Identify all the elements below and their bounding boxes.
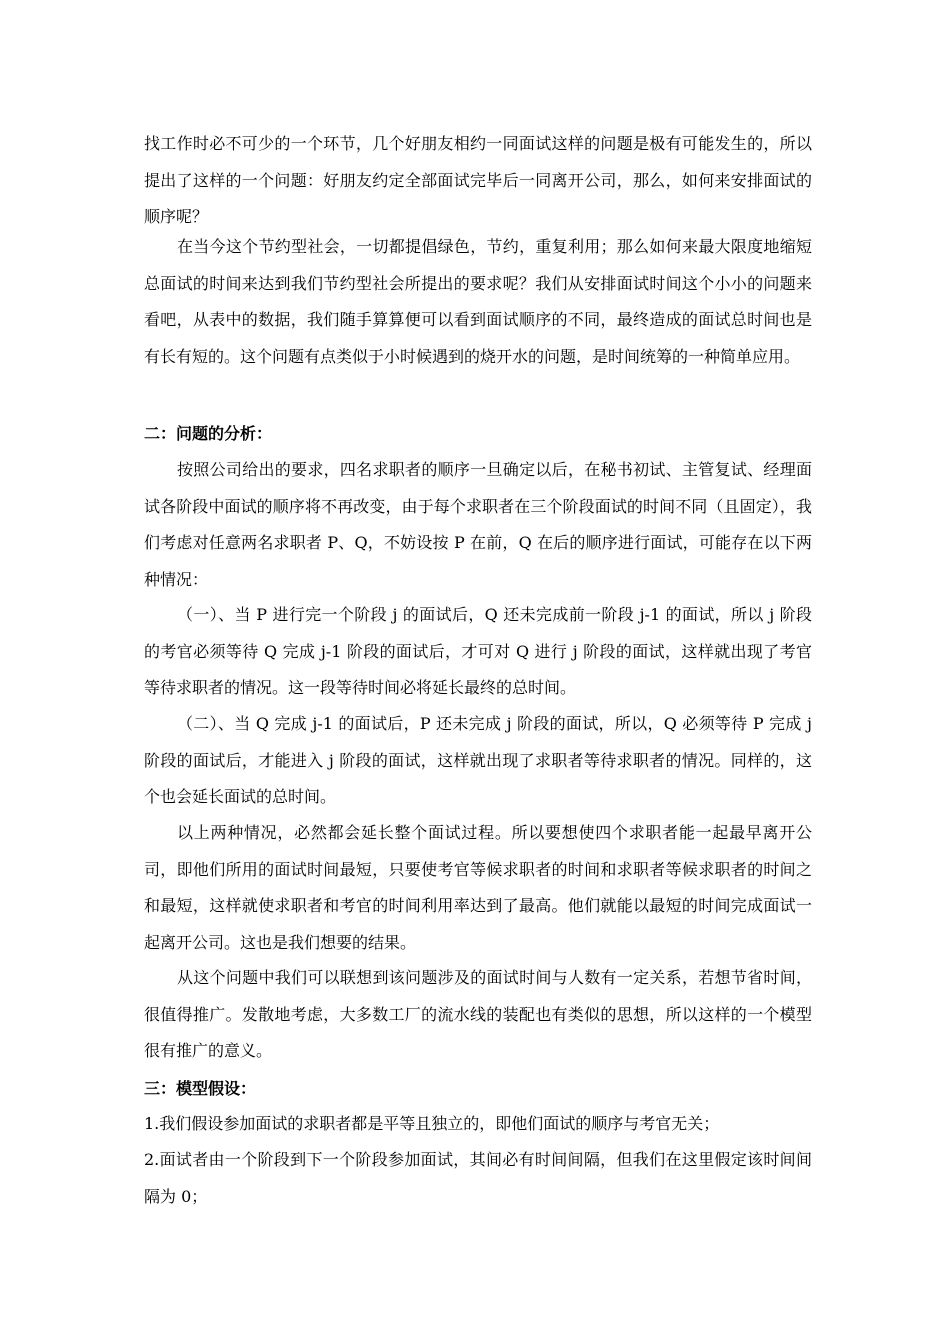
paragraph-intro-continued: 找工作时必不可少的一个环节，几个好朋友相约一同面试这样的问题是极有可能发生的，所以提出了这样的一个问题：好朋友约定全部面试完毕后一同离开公司，那么，如何来安排面试的顺序呢？ — [144, 134, 812, 226]
paragraph-background: 在当今这个节约型社会，一切都提倡绿色，节约，重复利用；那么如何来最大限度地缩短总面试的时间来达到我们节约型社会所提出的要求呢？我们从安排面试时间这个小小的问题来看吧，从表中的数据，我们随手算算便可以看到面试顺序的不同，最终造成的面试总时间也是有长有短的。这个问题有点类似于小时候遇到的烧开水的问题，是时间统筹的一种简单应用。 — [144, 237, 812, 366]
section-heading-assumptions: 三：模型假设： — [144, 1079, 257, 1098]
paragraph-case-two: （二）、当 Q 完成 j-1 的面试后，P 还未完成 j 阶段的面试，所以，Q 必须等待 P 完成 j 阶段的面试后，才能进入 j 阶段的面试，这样就出现了求职者等待求职者的情况。同样的，这个也会延长面试的总时间。 — [144, 714, 812, 806]
paragraph-conclusion: 以上两种情况，必然都会延长整个面试过程。所以要想使四个求职者能一起最早离开公司，即他们所用的面试时间最短，只要使考官等候求职者的时间和求职者等候求职者的时间之和最短，这样就使求职者和考官的时间利用率达到了最高。他们就能以最短的时间完成面试一起离开公司。这也是我们想要的结果。 — [144, 823, 812, 952]
paragraph-case-one: （一）、当 P 进行完一个阶段 j 的面试后，Q 还未完成前一阶段 j-1 的面试，所以 j 阶段的考官必须等待 Q 完成 j-1 阶段的面试后，才可对 Q 进行 j 阶段的面试，这样就出现了考官等待求职者的情况。这一段等待时间必将延长最终的总时间。 — [144, 605, 812, 697]
paragraph-extension: 从这个问题中我们可以联想到该问题涉及的面试时间与人数有一定关系，若想节省时间，很值得推广。发散地考虑，大多数工厂的流水线的装配也有类似的思想，所以这样的一个模型很有推广的意义。 — [144, 968, 812, 1060]
assumption-item-1: 1.我们假设参加面试的求职者都是平等且独立的，即他们面试的顺序与考官无关； — [144, 1114, 720, 1133]
paragraph-analysis: 按照公司给出的要求，四名求职者的顺序一旦确定以后，在秘书初试、主管复试、经理面试各阶段中面试的顺序将不再改变，由于每个求职者在三个阶段面试的时间不同（且固定），我们考虑对任意两名求职者 P、Q，不妨设按 P 在前，Q 在后的顺序进行面试，可能存在以下两种情况： — [144, 460, 812, 589]
section-heading-analysis: 二：问题的分析： — [144, 424, 273, 443]
assumption-item-2: 2.面试者由一个阶段到下一个阶段参加面试，其间必有时间间隔，但我们在这里假定该时间间隔为 0； — [144, 1150, 812, 1206]
